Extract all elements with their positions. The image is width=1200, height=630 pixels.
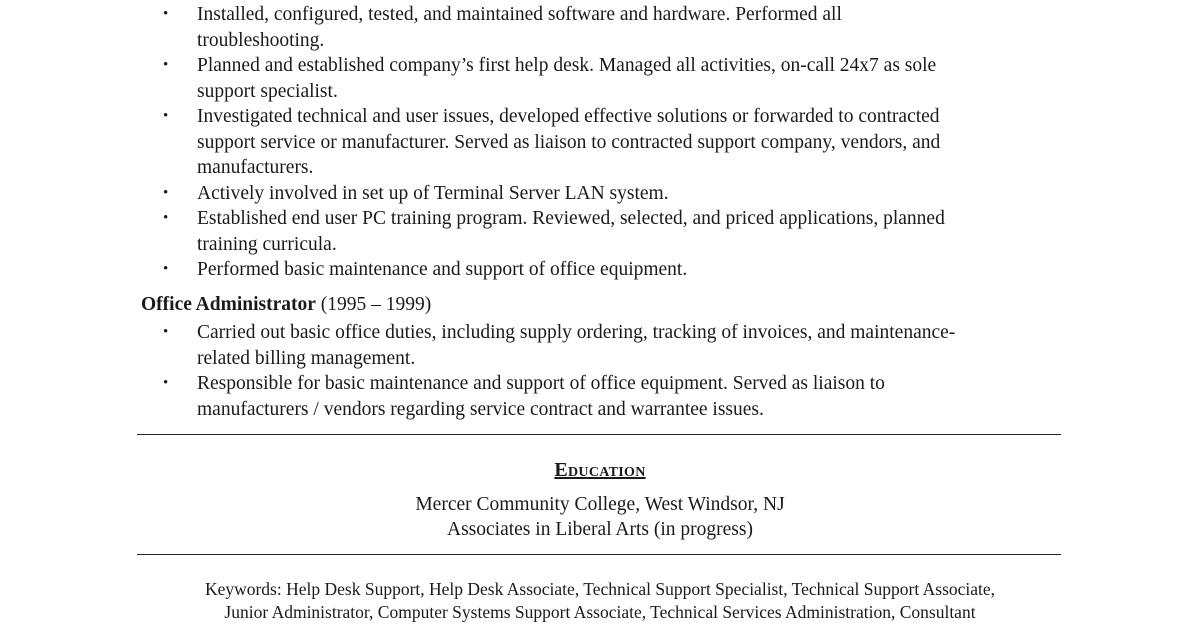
- bullet-line: related billing management.: [197, 347, 416, 369]
- bullet-icon: •: [163, 261, 169, 277]
- bullet-line: manufacturers.: [197, 157, 314, 178]
- bullet-line: Carried out basic office duties, including supply ordering, tracking of invoices, and maintenance-: [197, 322, 956, 343]
- bullet-line: training curricula.: [197, 233, 337, 255]
- bullet-line: manufacturers / vendors regarding service contract and warrantee issues.: [197, 398, 764, 420]
- job-role: Office Administrator: [141, 294, 316, 315]
- bullet-line: support specialist.: [197, 80, 338, 102]
- job-title-office-administrator: [141, 292, 431, 318]
- bullet-line: Investigated technical and user issues, developed effective solutions or forwarded to contracted: [197, 106, 940, 127]
- bullet-line: Performed basic maintenance and support of office equipment.: [197, 259, 688, 280]
- office-admin-bullet-list: [0, 320, 1200, 422]
- education-school: Mercer Community College, West Windsor, NJ: [415, 494, 785, 515]
- bullet-icon: •: [163, 184, 169, 201]
- bullet-item: [0, 257, 1037, 283]
- bullet-item: [0, 181, 1037, 207]
- bullet-line: troubleshooting.: [197, 29, 325, 51]
- education-degree: Associates in Liberal Arts (in progress): [447, 519, 753, 540]
- bullet-line: Actively involved in set up of Terminal Server LAN system.: [197, 182, 669, 204]
- bullet-line: Installed, configured, tested, and maintained software and hardware. Performed all: [197, 4, 842, 25]
- bullet-item: [0, 53, 1037, 104]
- bullet-item: [0, 206, 1037, 257]
- bullet-icon: •: [163, 57, 169, 73]
- it-support-bullet-list: [0, 2, 1200, 283]
- bullet-item: [0, 371, 1037, 422]
- keywords-block: [0, 578, 1200, 624]
- education-heading: Education: [554, 459, 646, 481]
- bullet-icon: •: [163, 210, 169, 226]
- section-divider: [137, 554, 1061, 555]
- bullet-icon: •: [163, 6, 169, 22]
- bullet-line: support service or manufacturer. Served as liaison to contracted support company, vendors, and: [197, 131, 941, 153]
- bullet-item: [0, 2, 1037, 53]
- bullet-icon: •: [163, 108, 169, 124]
- bullet-item: [0, 104, 1037, 181]
- bullet-icon: •: [163, 324, 169, 340]
- bullet-line: Planned and established company’s first help desk. Managed all activities, on-call 24x7 as sole: [197, 55, 937, 76]
- bullet-icon: •: [163, 375, 169, 391]
- bullet-item: [0, 320, 1037, 371]
- keywords-line: Junior Administrator, Computer Systems Support Associate, Technical Services Administration, Consultant: [224, 602, 976, 622]
- keywords-line: Keywords: Help Desk Support, Help Desk Associate, Technical Support Specialist, Technical Support Associate,: [204, 579, 996, 599]
- section-divider: [137, 434, 1061, 435]
- job-dates: (1995 – 1999): [320, 294, 432, 315]
- bullet-line: Established end user PC training program. Reviewed, selected, and priced applications, planned: [197, 208, 945, 229]
- bullet-line: Responsible for basic maintenance and support of office equipment. Served as liaison to: [197, 373, 885, 394]
